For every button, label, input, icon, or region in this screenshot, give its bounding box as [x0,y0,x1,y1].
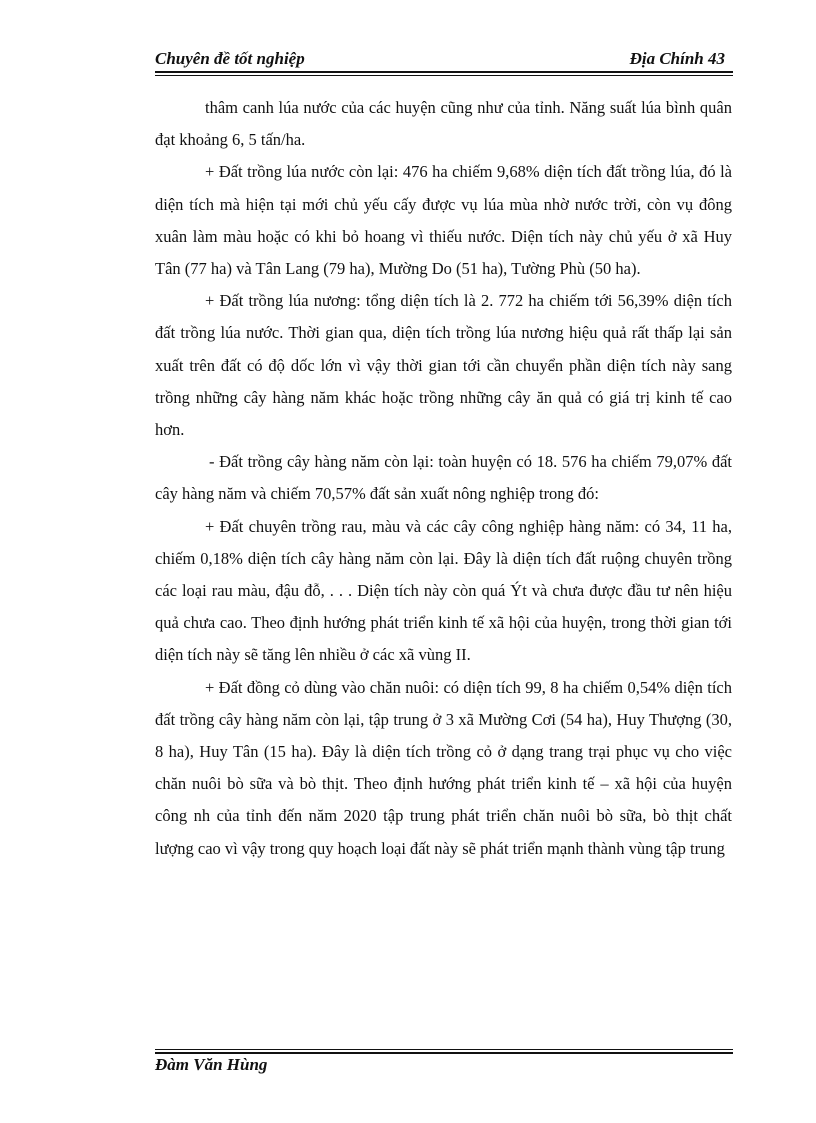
page-body [155,92,732,865]
paragraph-upland-rice: + Đất trồng lúa nương: tổng diện tích là 2. 772 ha chiếm tới 56,39% diện tích đất trồng lúa nước. Thời gian qua, diện tích trồng lúa nương hiệu quả rất thấp lại sản xuất trên đất có độ dốc lớn vì vậy thời gian tới cần chuyển phần diện tích này sang trồng những cây hàng năm khác hoặc trồng những cây ăn quả có giá trị kinh tế cao hơn. [155,291,732,440]
page-header [155,49,733,71]
header-rule [155,71,733,73]
paragraph-remaining-rice: + Đất trồng lúa nước còn lại: 476 ha chiếm 9,68% diện tích đất trồng lúa, đó là diện tích mà hiện tại mới chủ yếu cấy được vụ lúa mùa nhờ nước trời, còn vụ đông xuân làm màu hoặc có khi bỏ hoang vì thiếu nước. Diện tích này chủ yếu ở xã Huy Tân (77 ha) và Tân Lang (79 ha), Mường Do (51 ha), Tường Phù (50 ha). [155,162,732,279]
paragraph-grassland: + Đất đồng cỏ dùng vào chăn nuôi: có diện tích 99, 8 ha chiếm 0,54% diện tích đất trồng cây hàng năm còn lại, tập trung ở 3 xã Mường Cơi (54 ha), Huy Thượng (30, 8 ha), Huy Tân (15 ha). Đây là diện tích trồng cỏ ở dạng trang trại phục vụ cho việc chăn nuôi bò sữa và bò thịt. Theo định hướng phát triển kinh tế – xã hội của huyện công nh của tỉnh đến năm 2020 tập trung phát triển chăn nuôi bò sữa, bò thịt chất lượng cao vì vậy trong quy hoạch loại đất này sẽ phát triển mạnh thành vùng tập trung [155,677,732,858]
footer-rule [155,1052,733,1054]
paragraph-vegetables: + Đất chuyên trồng rau, màu và các cây công nghiệp hàng năm: có 34, 11 ha, chiếm 0,18% diện tích cây hàng năm còn lại. Đây là diện tích đất ruộng chuyên trồng các loại rau màu, đậu đỗ, . . . Diện tích này còn quá Ýt và chưa được đầu tư nên hiệu quả chưa cao. Theo định hướng phát triển kinh tế xã hội của huyện, trong thời gian tới diện tích này sẽ tăng lên nhiều ở các xã vùng II. [155,516,732,665]
footer-rule-thin [155,1049,733,1050]
paragraph-rice-yield: thâm canh lúa nước của các huyện cũng như của tỉnh. Năng suất lúa bình quân đạt khoảng 6, 5 tấn/ha. [155,98,732,150]
document-title: Chuyên đề tốt nghiệp [155,49,305,68]
paragraph-annual-crops: - Đất trồng cây hàng năm còn lại: toàn huyện có 18. 576 ha chiếm 79,07% đất cây hàng năm và chiếm 70,57% đất sản xuất nông nghiệp trong đó: [155,452,732,504]
header-rule-thin [155,75,733,76]
class-label: Địa Chính 43 [629,49,725,68]
author-name: Đàm Văn Hùng [155,1055,268,1074]
